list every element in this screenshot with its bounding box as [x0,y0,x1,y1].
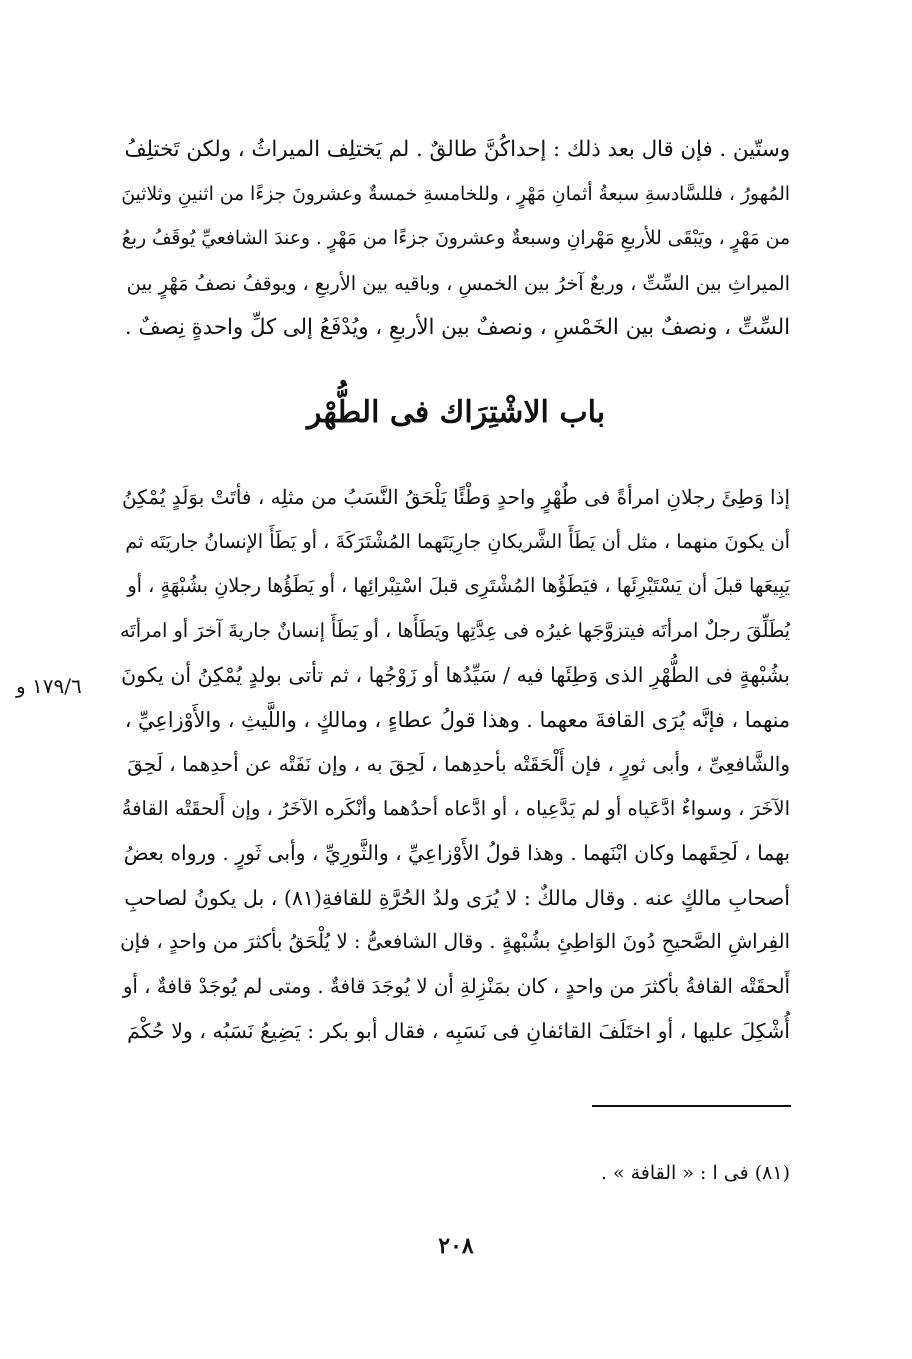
text-line: يُطَلِّقَ رجلٌ امرأتَه فيتزوَّجَها غيرُه فى عِدَّتِها ويَطَأَها ، أو يَطَأَ إنسانٌ جاريةَ آخرَ أو امرأتَه [120,618,790,642]
text-line: يَبِيعَها قبلَ أن يَسْتَبْرِئَها ، فيَطَؤُها المُشْتَرِى قبلَ اسْتِبْرائِها ، أو يَطَؤُها رجلانِ بشُبْهَةٍ ، أو [127,574,790,597]
text-line: أَلحقَتْه القافةُ بأكثرَ من واحدٍ ، كان بمَنْزِلةِ أن لا يُوجَدَ قافةٌ . ومتى لم يُوجَدْ قافةٌ ، أو [122,974,790,998]
text-line: بشُبْهةٍ فى الطُّهْرِ الذى وَطِئَها فيه / سَيِّدُها أو زَوْجُها ، ثم تأتى بولدٍ يُمْكِنُ أن يكونَ [121,663,790,687]
text-line: إذا وَطِئَ رجلانِ امرأةً فى طُهْرٍ واحدٍ وَطْئًا يَلْحَقُ النَّسَبُ من مثلِه ، فأتَتْ بوَلَدٍ يُمْكِنُ [122,485,790,509]
text-line: من مَهْرٍ ، ويَبْقَى للأربعِ مَهْرانِ وسبعةٌ وعشرونَ جزءًا من مَهْرٍ . وعندَ الشافعيِّ يُوقَفُ ربعُ [121,228,790,249]
chapter-heading: باب الاشْتِرَاك فى الطُّهْر [306,395,606,430]
text-line: أصحابِ مالكٍ عنه . وقال مالكٌ : لا يُرَى ولدُ الحُرَّةِ للقافةِ(٨١) ، بل يكونُ لصاحبِ [124,885,790,910]
text-line: وستّين . فإن قال بعد ذلك : إحداكُنَّ طالقٌ . لم يَختلِف الميراثُ ، ولكن تَختلِفُ [124,137,790,162]
text-line: أن يكونَ منهما ، مثل أن يَطَأَ الشَّريكانِ جارِيَتَهما المُشْتَرَكَةَ ، أو يَطَأَ الإنسانُ جاريَتَه ثم [125,529,790,553]
text-line: أُشْكِلَ عليها ، أو اختَلَفَ القائفانِ فى نَسَبِه ، فقال أبو بكر : يَضِيعُ نَسَبُه ، ولا حُكْمَ [127,1019,790,1043]
text-line: المُهورُ ، فللسَّادسةِ سبعةُ أثمانِ مَهْرٍ ، وللخامسةِ خمسةٌ وعشرونَ جزءًا من اثنينِ وثلاثينَ [121,183,790,205]
text-line: بهما ، لَحِقَهما وكان ابْنَهما . وهذا قولُ الأَوْزاعِيِّ ، والثَّورِيِّ ، وأبى ثَورٍ . ورواه بعضُ [123,841,790,865]
text-line: السِّتِّ ، ونصفٌ بين الخَمْسِ ، ونصفٌ بين الأربعِ ، ويُدْفَعُ إلى كلِّ واحدةٍ نِصفٌ . [124,315,790,340]
footnote-divider [592,1105,791,1107]
footnote: (٨١) فى ا : « القافة » . [600,1162,790,1184]
paragraph-shared-purity [120,475,790,1054]
text-line: الميراثِ بين السِّتِّ ، وربعٌ آخرُ بين الخمسِ ، وباقيه بين الأربعِ ، ويوقفُ نصفُ مَهْرٍ بين [126,271,790,295]
text-line: منهما ، فإنَّه يُرَى القافةَ معهما . وهذا قولُ عطاءٍ ، ومالكٍ ، واللَّيثِ ، والأَوْزاعِيِّ ، [124,707,790,732]
page-number: ٢٠٨ [438,1233,474,1259]
text-line: الآخَرَ ، وسواءٌ ادَّعَياه أو لم يَدَّعِياه ، أو ادَّعاه أحدُهما وأنْكَره الآخَرُ ، وإن أَلحقَتْه القافةُ [121,796,790,820]
text-line: والشَّافعِىِّ ، وأبى ثورٍ ، فإن أَلْحَقَتْه بأحدِهما ، لَحِقَ به ، وإن نَفَتْه عن أحدِهما ، لَحِقَ [127,752,790,776]
paragraph-inheritance [120,128,790,351]
text-line: الفِراشِ الصَّحيحِ دُونَ الوَاطِئِ بشُبْهةٍ . وقال الشافعىُّ : لا يُلْحَقُ بأكثرَ من واحدٍ ، فإن [120,930,790,953]
manuscript-folio-reference: ١٧٩/٦ و [16,674,82,698]
